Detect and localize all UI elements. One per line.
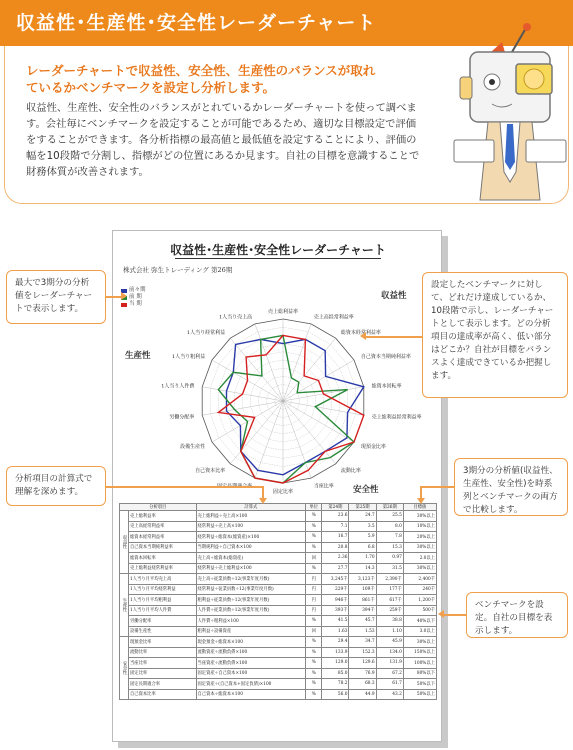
- table-cell: 500千: [403, 605, 436, 616]
- table-cell: 1.10: [376, 626, 403, 637]
- table-cell: 109千: [349, 584, 376, 595]
- table-cell: 78.2: [322, 679, 349, 690]
- callout-text: 3期分の分析値(収益性、生産性、安全性)を時系列とベンチマークの両方で比較します。: [463, 466, 558, 515]
- table-cell: %: [306, 563, 322, 574]
- table-cell: 133.9: [322, 647, 349, 658]
- radar-axis-label: 売上高経常利益率: [313, 314, 354, 321]
- table-cell: %: [306, 647, 322, 658]
- table-cell: 円: [306, 595, 322, 606]
- table-cell: 当期純利益÷自己資本×100: [196, 542, 306, 553]
- table-cell: 1人当り月平均粗利益: [129, 595, 197, 606]
- table-cell: 1人当り月平均売上高: [129, 574, 197, 585]
- table-row: [120, 668, 437, 679]
- radar-axis-label: 1人当り人件費: [161, 383, 195, 390]
- table-cell: 229千: [322, 584, 349, 595]
- table-cell: 29.4: [322, 637, 349, 648]
- table-cell: %: [306, 542, 322, 553]
- table-cell: 259千: [376, 605, 403, 616]
- analysis-table-wrap: [119, 503, 437, 700]
- table-cell: %: [306, 616, 322, 627]
- table-cell: 27.7: [322, 563, 349, 574]
- table-cell: 回: [306, 553, 322, 564]
- table-row: [120, 553, 437, 564]
- table-cell: 43.2: [376, 689, 403, 700]
- callout-benchmark-achievement: [422, 272, 568, 398]
- table-cell: 当座資産÷流動負債×100: [196, 658, 306, 669]
- table-row: [120, 521, 437, 532]
- radar-axis-label: 1人当り粗利益: [171, 354, 206, 360]
- table-group-cell: 生産性: [120, 574, 129, 637]
- table-cell: %: [306, 668, 322, 679]
- table-cell: 人件費÷粗利益×100: [196, 616, 306, 627]
- table-row: [120, 595, 437, 606]
- table-cell: %: [306, 532, 322, 543]
- arrow-line: [420, 486, 454, 488]
- legend-swatch: [121, 303, 127, 307]
- table-cell: 3,245千: [322, 574, 349, 585]
- table-row: [120, 616, 437, 627]
- radar-axis-label: 1人当り売上高: [219, 314, 253, 321]
- table-header-cell: 計算式: [196, 504, 306, 511]
- table-cell: 売上総利益率: [129, 511, 197, 522]
- table-cell: 労働分配率: [129, 616, 197, 627]
- radar-axis-label: 設備生産性: [180, 444, 206, 450]
- table-cell: 67.2: [376, 668, 403, 679]
- legend-label: 当 期: [129, 301, 142, 307]
- table-row: [120, 563, 437, 574]
- robot-mascot-icon: [440, 22, 570, 202]
- table-cell: 45.9: [376, 637, 403, 648]
- table-cell: 6.8: [349, 542, 376, 553]
- table-cell: 16.7: [322, 532, 349, 543]
- table-cell: 売上高÷総資本(総資産): [196, 553, 306, 564]
- table-cell: 177千: [376, 584, 403, 595]
- table-cell: 3,123千: [349, 574, 376, 585]
- table-cell: 自己資本比率: [129, 689, 197, 700]
- table-cell: 31.5: [376, 563, 403, 574]
- table-cell: 30%以上: [403, 511, 436, 522]
- table-cell: 44.9: [349, 689, 376, 700]
- table-cell: 経常利益÷従業員数÷12(事業年度月数): [196, 584, 306, 595]
- table-cell: 56.0: [322, 689, 349, 700]
- callout-time-series: [454, 458, 568, 516]
- table-cell: 41.5: [322, 616, 349, 627]
- table-cell: 経常利益÷総資本(総資産)×100: [196, 532, 306, 543]
- table-row: [120, 679, 437, 690]
- legend-label: 前々期: [129, 287, 146, 293]
- table-cell: 円: [306, 605, 322, 616]
- table-row: [120, 532, 437, 543]
- table-cell: 1人当り月平均人件費: [129, 605, 197, 616]
- radar-axis-label: 労働分配率: [169, 414, 195, 421]
- arrow-line: [366, 336, 422, 338]
- radar-axis-label: 固定比率: [272, 489, 294, 495]
- table-cell: 自己資本÷総資本×100: [196, 689, 306, 700]
- arrow-right-icon: [121, 292, 127, 300]
- callout-target: [466, 592, 568, 638]
- table-cell: 流動資産÷流動負債×100: [196, 647, 306, 658]
- table-header-cell: 分析項目: [120, 504, 197, 511]
- table-cell: 2,390千: [376, 574, 403, 585]
- table-cell: 設備生産性: [129, 626, 197, 637]
- radar-series-line: [218, 335, 354, 483]
- table-cell: 20.8: [322, 542, 349, 553]
- table-group-cell: 収益性: [120, 511, 129, 574]
- table-cell: 固定比率: [129, 668, 197, 679]
- callout-text: 設定したベンチマークに対して、どれだけ達成しているか、10段階で示し、レーダーチャートとして表示します。どの分析項目の達成率が高く、低い部分はどこか？自社が目標をバランスよく達成できているか把握します。: [431, 280, 554, 381]
- arrow-line: [106, 486, 262, 488]
- table-row: [120, 584, 437, 595]
- table-cell: 1.70: [349, 553, 376, 564]
- table-cell: 50%以下: [403, 679, 436, 690]
- category-productivity: 生産性: [125, 351, 151, 361]
- table-cell: 80%以下: [403, 668, 436, 679]
- radar-axis-label: 当座比率: [313, 483, 334, 490]
- table-cell: 131.9: [376, 658, 403, 669]
- intro-body: 収益性、生産性、安全性のバランスがとれているかレーダーチャートを使って調べます。会社毎にベンチマークを設定することが可能であるため、適切な目標設定で評価をすることができます。各分析指標の最高値と最低値を設定することにより、評価の幅を10段階で分割し、指標がどの位置にあるか見ます。自社の目標を意識することで財務体質が改善されます。: [26, 102, 420, 178]
- title-underline: [175, 258, 381, 259]
- table-header-cell: 目標値: [403, 504, 436, 511]
- radar-axis-label: 売上総利益経常利益率: [371, 414, 422, 421]
- table-row: [120, 542, 437, 553]
- radar-series-line: [218, 335, 363, 483]
- table-cell: 129.6: [349, 658, 376, 669]
- table-cell: 20%以上: [403, 532, 436, 543]
- callout-text: 最大で3期分の分析値をレーダーチャートで表示します。: [15, 278, 93, 314]
- table-cell: 25.5: [376, 511, 403, 522]
- table-header-cell: 単位: [306, 504, 322, 511]
- table-cell: 3.5: [349, 521, 376, 532]
- table-cell: 2.0以上: [403, 553, 436, 564]
- table-row: [120, 658, 437, 669]
- arrow-down-icon: [417, 498, 425, 504]
- table-cell: 152.3: [349, 647, 376, 658]
- table-cell: 50%以上: [403, 689, 436, 700]
- table-cell: 34.7: [349, 637, 376, 648]
- table-cell: %: [306, 679, 322, 690]
- document-title: 収益性･生産性･安全性レーダーチャート: [170, 243, 386, 257]
- table-row: [120, 574, 437, 585]
- table-row: [120, 511, 437, 522]
- table-cell: 68.3: [349, 679, 376, 690]
- radar-spoke: [230, 338, 283, 401]
- table-cell: 8.0: [376, 521, 403, 532]
- table-cell: 現金預金÷総資本×100: [196, 637, 306, 648]
- table-cell: 61.7: [376, 679, 403, 690]
- table-cell: 10%以上: [403, 521, 436, 532]
- radar-axis-label: 総資本回転率: [371, 383, 402, 390]
- table-cell: 円: [306, 584, 322, 595]
- radar-spoke: [283, 401, 336, 464]
- table-cell: 人件費÷従業員数÷12(事業年度月数): [196, 605, 306, 616]
- table-cell: %: [306, 689, 322, 700]
- radar-axis-label: 1人当り経常利益: [186, 330, 226, 337]
- table-cell: 85.0: [322, 668, 349, 679]
- table-cell: 45.7: [349, 616, 376, 627]
- table-cell: 円: [306, 574, 322, 585]
- radar-chart: [133, 271, 433, 501]
- radar-axis-label: 流動比率: [340, 467, 361, 474]
- table-cell: 861千: [349, 595, 376, 606]
- table-cell: 固定資産÷自己資本×100: [196, 668, 306, 679]
- table-row: [120, 605, 437, 616]
- table-cell: 100%以上: [403, 658, 436, 669]
- table-cell: 150%以上: [403, 647, 436, 658]
- table-cell: 経常利益÷売上高×100: [196, 521, 306, 532]
- table-cell: 固定資産÷(自己資本+固定負債)×100: [196, 679, 306, 690]
- table-cell: 14.3: [349, 563, 376, 574]
- arrow-left-icon: [438, 610, 444, 618]
- table-cell: 売上高÷従業員数÷12(事業年度月数): [196, 574, 306, 585]
- table-cell: 30%以上: [403, 637, 436, 648]
- table-cell: 30%以上: [403, 542, 436, 553]
- table-cell: 3.0以上: [403, 626, 436, 637]
- table-cell: 7.1: [322, 521, 349, 532]
- table-cell: 2,400千: [403, 574, 436, 585]
- table-cell: 1.63: [322, 626, 349, 637]
- table-cell: %: [306, 511, 322, 522]
- radar-axis-label: 売上総利益率: [267, 309, 299, 315]
- table-cell: 7.8: [376, 532, 403, 543]
- table-cell: 23.6: [322, 511, 349, 522]
- callout-three-periods: [6, 270, 106, 324]
- table-cell: 134.0: [376, 647, 403, 658]
- table-cell: 売上総利益÷売上高×100: [196, 511, 306, 522]
- table-cell: %: [306, 637, 322, 648]
- table-cell: 現預金比率: [129, 637, 197, 648]
- table-cell: 38.8: [376, 616, 403, 627]
- table-cell: 回: [306, 626, 322, 637]
- table-cell: 粗利益÷従業員数÷12(事業年度月数): [196, 595, 306, 606]
- table-cell: 1,200千: [403, 595, 436, 606]
- table-cell: 0.97: [376, 553, 403, 564]
- analysis-table: [119, 503, 437, 700]
- table-cell: 394千: [349, 605, 376, 616]
- table-cell: 24.7: [349, 511, 376, 522]
- radar-axis-label: 自己資本当期純利益率: [360, 354, 411, 360]
- table-cell: 売上総利益経常利益率: [129, 563, 197, 574]
- table-cell: 5.9: [349, 532, 376, 543]
- table-cell: %: [306, 521, 322, 532]
- table-cell: 固定長期適合率: [129, 679, 197, 690]
- table-cell: 2.36: [322, 553, 349, 564]
- table-cell: 40%以下: [403, 616, 436, 627]
- category-safety: 安全性: [353, 485, 379, 495]
- table-cell: 経常利益÷売上総利益×100: [196, 563, 306, 574]
- radar-spoke: [255, 401, 283, 478]
- table-cell: 流動比率: [129, 647, 197, 658]
- table-cell: 1人当り月平均経常利益: [129, 584, 197, 595]
- table-header-row: [120, 504, 437, 511]
- intro-heading: レーダーチャートで収益性、安全性、生産性のバランスが取れているかベンチマークを設定し分析します。: [26, 63, 376, 95]
- arrow-line: [106, 296, 122, 298]
- table-cell: 393千: [322, 605, 349, 616]
- table-row: [120, 647, 437, 658]
- table-cell: 総資本回転率: [129, 553, 197, 564]
- table-cell: 総資本経常利益率: [129, 532, 197, 543]
- table-cell: 617千: [376, 595, 403, 606]
- callout-formula: [6, 466, 106, 506]
- radar-axis-label: 現預金比率: [360, 444, 386, 450]
- table-cell: 30%以上: [403, 563, 436, 574]
- table-row: [120, 689, 437, 700]
- page-title: 収益性･生産性･安全性レーダーチャート: [16, 12, 377, 34]
- table-cell: 15.3: [376, 542, 403, 553]
- table-cell: %: [306, 658, 322, 669]
- radar-axis-label: 自己資本比率: [195, 467, 226, 474]
- table-cell: 76.9: [349, 668, 376, 679]
- table-cell: 946千: [322, 595, 349, 606]
- radar-axis-label: 総資本経常利益率: [340, 330, 381, 337]
- table-header-cell: 第25期: [349, 504, 376, 511]
- table-header-cell: 第24期: [322, 504, 349, 511]
- arrow-left-icon: [360, 332, 366, 340]
- arrow-line: [444, 614, 466, 616]
- table-cell: 粗利益÷設備資産: [196, 626, 306, 637]
- table-cell: 129.0: [322, 658, 349, 669]
- table-cell: 当座比率: [129, 658, 197, 669]
- callout-text: ベンチマークを設定。自社の目標を表示します。: [475, 600, 553, 636]
- table-row: [120, 637, 437, 648]
- callout-text: 分析項目の計算式で理解を深めます。: [15, 474, 93, 497]
- table-cell: 240千: [403, 584, 436, 595]
- legend-label: 前 期: [129, 294, 142, 300]
- table-header-cell: 第26期: [376, 504, 403, 511]
- table-row: [120, 626, 437, 637]
- table-cell: 自己資本当期純利益率: [129, 542, 197, 553]
- table-group-cell: 安全性: [120, 637, 129, 700]
- company-name: 株式会社 弥生トレーディング 第26期: [123, 266, 233, 274]
- table-cell: 売上高経常利益率: [129, 521, 197, 532]
- table-cell: 1.53: [349, 626, 376, 637]
- category-profit: 収益性: [381, 291, 407, 301]
- arrow-down-icon: [259, 498, 267, 504]
